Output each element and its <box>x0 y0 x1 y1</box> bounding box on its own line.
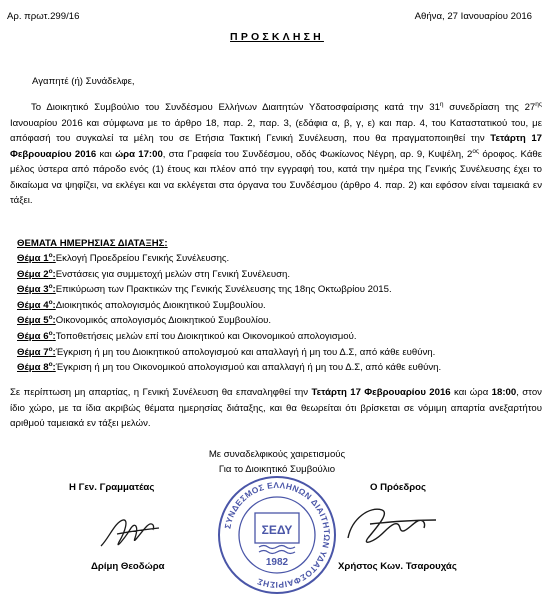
repeat-text-c: , στον ίδιο χώρο, με τα ίδια ακριβώς θέματα ημερησίας διάταξης, και θα θεωρείται ότι βρίσκεται σε νόμιμη απαρτία ανεξαρτήτου αριθμού ταμειακά εν τάξει μελών. <box>10 387 542 429</box>
agenda-item-number: Θέμα 1 <box>17 253 49 264</box>
closing-board: Για το Διοικητικό Συμβούλιο <box>218 464 336 475</box>
association-seal <box>215 473 339 597</box>
agenda-item-text: Επικύρωση των Πρακτικών της Γενικής Συνέλευσης της 18ης Οκτωβρίου 2015. <box>55 284 392 296</box>
p1-text-e: , στα Γραφεία του Συνδέσμου, οδός Φωκίωνος Νέγρη, αρ. 9, Κυψέλη, 2 <box>162 148 473 160</box>
agenda-item-number: Θέμα 5 <box>17 315 49 327</box>
agenda-item-number: Θέμα 7 <box>17 346 49 358</box>
repeat-time: 18:00 <box>491 387 517 398</box>
p1-text-d: και <box>96 148 116 160</box>
agenda-item-number: Θέμα 3 <box>17 284 49 296</box>
agenda-item-ordinal: ο <box>48 329 53 337</box>
secretary-title: Η Γεν. Γραμματέας <box>69 482 155 493</box>
agenda-item-label: Θέμα $7^o$: <box>17 345 56 358</box>
seal-monogram: ΣΕΔΥ <box>261 523 293 537</box>
seal-ring-text: ΣΥΝΔΕΣΜΟΣ ΕΛΛΗΝΩΝ ΔΙΑΙΤΗΤΩΝ ΥΔΑΤΟΣΦΑΙΡΙΣΗΣ <box>222 479 333 591</box>
place-date: Αθήνα, 27 Ιανουαρίου 2016 <box>414 11 532 22</box>
agenda-item-number: Θέμα 2 <box>17 268 49 280</box>
agenda-item-ordinal: ο <box>48 314 53 322</box>
agenda-item <box>17 251 441 267</box>
president-name: Χρήστος Κων. Τσαρουχάς <box>338 561 457 572</box>
closing-greeting: Με συναδελφικούς χαιρετισμούς <box>208 449 346 460</box>
agenda-item <box>17 329 441 345</box>
agenda-item-label: Θέμα $3^o$: <box>17 283 56 296</box>
agenda-item-ordinal: ο <box>48 252 53 259</box>
agenda-list <box>17 251 441 376</box>
agenda-item-text: Οικονομικός απολογισμός Διοικητικού Συμβουλίου. <box>55 315 272 327</box>
agenda-item <box>17 298 441 314</box>
protocol-number: Αρ. πρωτ.299/16 <box>7 11 80 22</box>
agenda-item <box>17 360 441 376</box>
agenda-item-ordinal: ο <box>48 283 53 291</box>
agenda-item-label: Θέμα $8^o$: <box>17 361 56 374</box>
p1-sup-2: ης <box>535 101 542 108</box>
repeat-text-b: και ώρα <box>450 387 492 398</box>
seal-year: 1982 <box>265 557 289 568</box>
p1-text-c: Ιανουαρίου 2016 και σύμφωνα με το άρθρο 18, παρ. 2, παρ. 3, (εδάφια α, β, γ, ε) και παρ. 4, του Καταστατικού του, με απόφασή του συγκαλεί τα μέλη του σε Ετήσια Τακτική Γενική Συνέλευση, που θα πραγματοποιηθεί την <box>10 117 542 144</box>
agenda-heading-text: ΘΕΜΑΤΑ ΗΜΕΡΗΣΙΑΣ ΔΙΑΤΑΞΗΣ <box>17 238 165 249</box>
agenda-item <box>17 282 441 298</box>
document-title: ΠΡΟΣΚΛΗΣΗ <box>230 31 324 43</box>
p1-text-a: Το Διοικητικό Συμβούλιο του Συνδέσμου Ελλήνων Διαιτητών Υδατοσφαίρισης κατά την 31 <box>31 102 440 113</box>
agenda-item <box>17 267 441 283</box>
agenda-item-label: Θέμα $4^o$: <box>17 298 56 311</box>
agenda-item-label: Θέμα $5^o$: <box>17 314 56 327</box>
greeting: Αγαπητέ (ή) Συνάδελφε, <box>32 76 135 87</box>
agenda-item-number: Θέμα 6 <box>17 330 49 342</box>
p1-text-f: όροφος. Κάθε μέλος ύστερα από πάροδο ενός (1) έτους και πλέον από την εγγραφή του, κατά την ημέρα της Γενικής Συνέλευσης έχει το δικαίωμα να ψηφίζει, να εκλέγει και να εκλέγεται στα όργανα του Συνδέσμου (άρθρο 4. παρ. 2) και εφόσον είναι ταμειακά εν τάξει. <box>10 148 542 206</box>
agenda-heading: ΘΕΜΑΤΑ ΗΜΕΡΗΣΙΑΣ ΔΙΑΤΑΞΗΣ: <box>17 238 168 249</box>
agenda-item <box>17 313 441 329</box>
agenda-item-label: Θέμα $2^o$: <box>17 267 56 280</box>
invitation-paragraph <box>10 100 542 209</box>
meeting-time: ώρα 17:00 <box>115 148 163 160</box>
agenda-item-text: Τοποθετήσεις μελών επί του Διοικητικού και Οικονομικού απολογισμού. <box>55 330 357 342</box>
agenda-item-text: Ενστάσεις για συμμετοχή μελών στη Γενική Συνέλευση. <box>55 268 290 280</box>
agenda-item-ordinal: ο <box>48 345 53 353</box>
p1-sup-1: η <box>439 101 444 108</box>
p1-text-b: συνεδρίαση της 27 <box>443 102 536 113</box>
repeat-date: Τετάρτη 17 Φεβρουαρίου 2016 <box>311 387 451 398</box>
repeat-text-a: Σε περίπτωση μη απαρτίας, η Γενική Συνέλευση θα επαναληφθεί την <box>10 387 312 398</box>
president-signature <box>340 498 440 560</box>
agenda-item-number: Θέμα 4 <box>17 299 49 311</box>
agenda-item-label: Θέμα $6^o$: <box>17 329 56 342</box>
agenda-item-ordinal: ο <box>48 267 53 275</box>
secretary-name: Δρίμη Θεοδώρα <box>91 561 165 572</box>
president-title: Ο Πρόεδρος <box>370 482 427 493</box>
agenda-item-number: Θέμα 8 <box>17 362 49 374</box>
secretary-signature <box>95 508 165 558</box>
agenda-item-text: Εκλογή Προεδρείου Γενικής Συνέλευσης. <box>55 253 230 264</box>
agenda-item-text: Διοικητικός απολογισμός Διοικητικού Συμβουλίου. <box>55 299 266 311</box>
agenda-item-ordinal: ο <box>48 298 53 306</box>
agenda-item-label: Θέμα $1^o$: <box>17 252 56 264</box>
meeting-date: Τετάρτη 17 Φεβρουαρίου 2016 <box>10 133 542 160</box>
p1-sup-3: ος <box>472 147 480 155</box>
agenda-item-text: Έγκριση ή μη του Διοικητικού απολογισμού και απαλλαγή ή μη του Δ.Σ, από κάθε ευθύνη. <box>55 346 436 358</box>
agenda-item-ordinal: ο <box>48 361 53 369</box>
agenda-item <box>17 345 441 361</box>
agenda-item-text: Έγκριση ή μη του Οικονομικού απολογισμού και απαλλαγή ή μη του Δ.Σ, από κάθε ευθύνη. <box>55 362 442 374</box>
repeat-paragraph <box>10 385 542 432</box>
